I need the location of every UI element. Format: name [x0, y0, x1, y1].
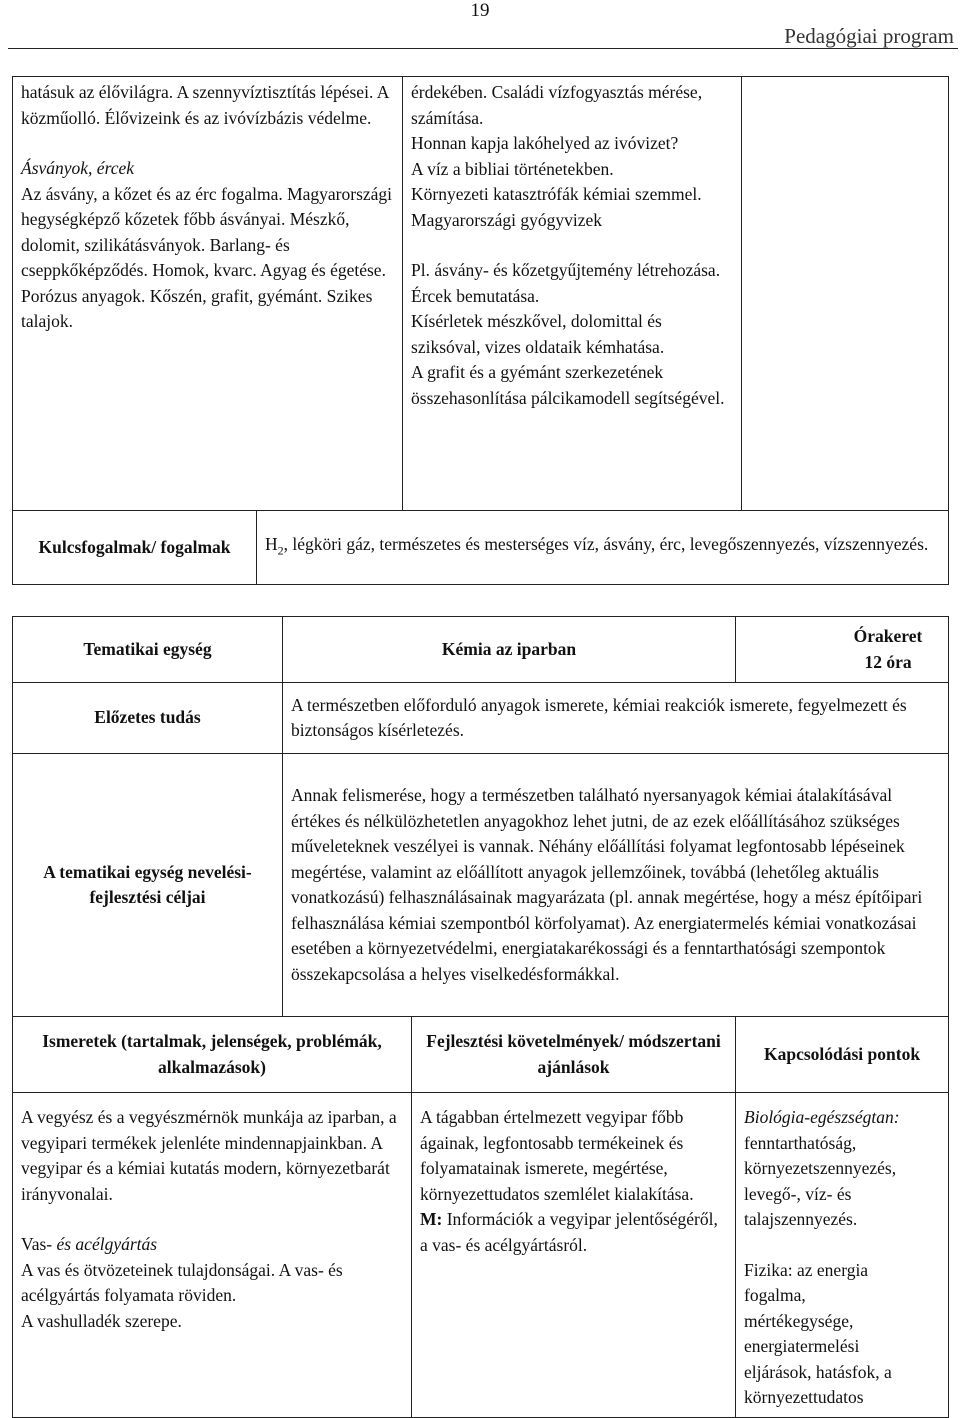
contents-para-2: A vas és ötvözeteinek tulajdonságai. A vas- és acélgyártás folyamata röviden. — [21, 1259, 343, 1305]
header-divider — [8, 48, 958, 49]
minerals-section-title: Ásványok, ércek — [21, 158, 135, 178]
unit-table — [12, 616, 949, 1418]
col-header-requirements: Fejlesztési követelmények/ módszertani ajánlások — [412, 1017, 736, 1093]
req-para-5: Magyarországi gyógyvizek — [411, 209, 602, 230]
unit-title: Kémia az iparban — [283, 617, 736, 683]
key-concepts-subscript: 2 — [277, 543, 284, 557]
req-para-8: A grafit és a gyémánt szerkezetének összehasonlítása pálcikamodell segítségével. — [411, 362, 725, 408]
biology-label: Biológia-egészségtan: — [744, 1107, 900, 1127]
prior-knowledge-label: Előzetes tudás — [13, 683, 283, 754]
hours-label: Órakeret — [853, 626, 923, 646]
req-para-7: Kísérletek mészkővel, dolomittal és sziksóval, vizes oldataik kémhatása. — [411, 311, 665, 357]
col-header-contents: Ismeretek (tartalmak, jelenségek, problémák, alkalmazások) — [13, 1017, 412, 1093]
method-text: Információk a vegyipar jelentőségéről, a vas- és acélgyártásról. — [420, 1209, 718, 1255]
req-para-2: Honnan kapja lakóhelyed az ivóvizet? — [411, 133, 679, 153]
minerals-section-body: Az ásvány, a kőzet és az érc fogalma. Magyarországi hegységképző kőzetek főbb ásványai. Mészkő, dolomit, szilikátásványok. Barlang- és cseppkőképződés. Homok, kvarc. Agyag és égetése. Porózus anyagok. Kőszén, grafit, gyémánt. Szikes talajok. — [21, 183, 393, 331]
key-concepts-text-cell — [257, 511, 949, 585]
goals-label: A tematikai egység nevelési-fejlesztési céljai — [13, 754, 283, 1017]
hours-cell — [736, 617, 949, 683]
physics-text: Fizika: az energia fogalma, mértékegysége, energiatermelési eljárások, hatásfok, a környezettudatos — [744, 1259, 892, 1407]
key-concepts-h: H — [265, 533, 278, 554]
req-para-3: A víz a bibliai történetekben. — [411, 158, 614, 179]
requirements-cell — [403, 77, 742, 511]
links-body — [736, 1093, 949, 1418]
key-concepts-text: , légköri gáz, természetes és mesterséges víz, ásvány, érc, levegőszennyezés, vízszennyezés. — [283, 533, 929, 554]
running-header-title: Pedagógiai program — [784, 24, 954, 48]
biology-text: fenntarthatóság, környezetszennyezés, levegő-, víz- és talajszennyezés. — [744, 1132, 897, 1229]
contents-cell — [13, 77, 403, 511]
page-number: 19 — [470, 0, 490, 21]
req-para-6: Pl. ásvány- és kőzetgyűjtemény létrehozása. Ércek bemutatása. — [411, 260, 721, 306]
hours-value: 12 óra — [864, 651, 912, 672]
col-header-links: Kapcsolódási pontok — [736, 1017, 949, 1093]
requirements-body — [412, 1093, 736, 1418]
contents-para-1: A vegyész és a vegyészmérnök munkája az iparban, a vegyipari termékek jelenléte mindennapjainkban. A vegyipar és a kémiai kutatás modern, környezetbarát irányvonalai. — [21, 1107, 397, 1204]
contents-body — [13, 1093, 412, 1418]
iron-steel-subhead: Vas- és acélgyártás — [21, 1234, 158, 1254]
links-cell-empty — [742, 77, 949, 511]
goals-text: Annak felismerése, hogy a természetben található nyersanyagok kémiai átalakításával értékes és nélkülözhetetlen anyagokhoz lehet jutni, de az ezek előállításához szükséges műveleteknek veszélyei is vannak. Néhány előállítási folyamat legfontosabb lépéseinek megértése, valamint az előállított anyagok jellemzőinek, továbbá (lehetőleg aktuális vonatkozású) felhasználásainak magyarázata (pl. annak megértése, hogy a mész építőipari felhasználása kémiai szempontból körfolyamat). Az energiatermelés kémiai vonatkozásai esetében a környezetvédelmi, energiatakarékossági és a fenntarthatósági szempontok összekapcsolása a helyes viselkedésformákkal. — [283, 754, 949, 1017]
requirements-para-1: A tágabban értelmezett vegyipar főbb ágainak, legfontosabb termékeinek és folyamatainak ismerete, megértése, környezettudatos szemlélet kialakítása. — [420, 1107, 694, 1204]
method-label: M: — [420, 1209, 443, 1229]
unit-label: Tematikai egység — [13, 617, 283, 683]
contents-para-3: A vashulladék szerepe. — [21, 1310, 182, 1331]
key-concepts-label: Kulcsfogalmak/ fogalmak — [13, 511, 257, 585]
continuation-table — [12, 76, 949, 585]
contents-intro: hatásuk az élővilágra. A szennyvíztisztítás lépései. A közműolló. Élővizeink és az ivóvízbázis védelme. — [21, 82, 389, 128]
prior-knowledge-text: A természetben előforduló anyagok ismerete, kémiai reakciók ismerete, fegyelmezett és biztonságos kísérletezés. — [283, 683, 949, 754]
req-para-4: Környezeti katasztrófák kémiai szemmel. — [411, 184, 702, 204]
req-para-1: érdekében. Családi vízfogyasztás mérése, számítása. — [411, 82, 703, 128]
method-recommendation — [420, 1207, 727, 1258]
